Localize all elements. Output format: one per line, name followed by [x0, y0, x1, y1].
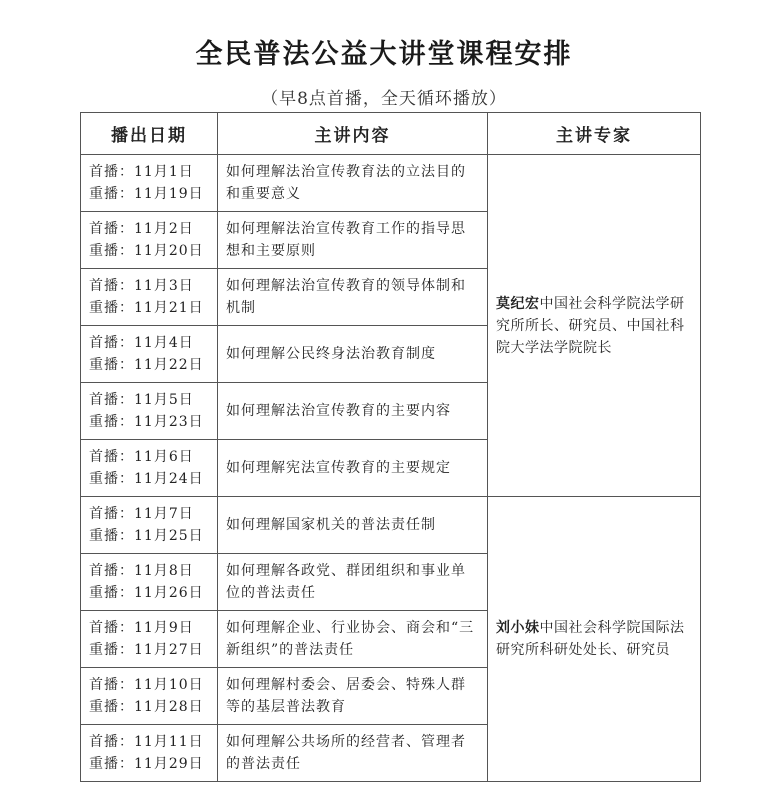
premiere-date: 首播：11月11日	[89, 734, 204, 750]
date-cell	[81, 725, 218, 782]
date-cell	[81, 155, 218, 212]
premiere-date: 首播：11月2日	[89, 221, 194, 237]
expert-cell-1	[488, 155, 701, 497]
page-subtitle: （早8点首播，全天循环播放）	[261, 89, 507, 109]
expert-desc: 中国社会科学院国际法研究所科研处处长、研究员	[496, 620, 685, 658]
topic-cell: 如何理解法治宣传教育法的立法目的和重要意义	[218, 155, 488, 212]
premiere-date: 首播：11月3日	[89, 278, 194, 294]
rerun-date: 重播：11月21日	[89, 300, 204, 316]
topic-cell: 如何理解各政党、群团组织和事业单位的普法责任	[218, 554, 488, 611]
rerun-date: 重播：11月24日	[89, 471, 204, 487]
rerun-date: 重播：11月22日	[89, 357, 204, 373]
date-cell	[81, 668, 218, 725]
premiere-date: 首播：11月7日	[89, 506, 194, 522]
date-cell	[81, 326, 218, 383]
header-date: 播出日期	[81, 113, 218, 155]
date-cell	[81, 212, 218, 269]
premiere-date: 首播：11月4日	[89, 335, 194, 351]
premiere-date: 首播：11月8日	[89, 563, 194, 579]
rerun-date: 重播：11月26日	[89, 585, 204, 601]
rerun-date: 重播：11月29日	[89, 756, 204, 772]
premiere-date: 首播：11月1日	[89, 164, 194, 180]
date-cell	[81, 554, 218, 611]
date-cell	[81, 611, 218, 668]
topic-cell: 如何理解村委会、居委会、特殊人群等的基层普法教育	[218, 668, 488, 725]
expert-cell-2	[488, 497, 701, 782]
date-cell	[81, 383, 218, 440]
page-title: 全民普法公益大讲堂课程安排	[195, 39, 573, 70]
topic-cell: 如何理解法治宣传教育的主要内容	[218, 383, 488, 440]
rerun-date: 重播：11月19日	[89, 186, 204, 202]
date-cell	[81, 440, 218, 497]
rerun-date: 重播：11月25日	[89, 528, 204, 544]
rerun-date: 重播：11月20日	[89, 243, 204, 259]
premiere-date: 首播：11月5日	[89, 392, 194, 408]
topic-cell: 如何理解宪法宣传教育的主要规定	[218, 440, 488, 497]
topic-cell: 如何理解法治宣传教育工作的指导思想和主要原则	[218, 212, 488, 269]
table-row	[81, 497, 701, 554]
date-cell	[81, 269, 218, 326]
premiere-date: 首播：11月10日	[89, 677, 204, 693]
topic-cell: 如何理解法治宣传教育的领导体制和机制	[218, 269, 488, 326]
schedule-table	[80, 112, 701, 782]
header-expert: 主讲专家	[488, 113, 701, 155]
topic-cell: 如何理解公民终身法治教育制度	[218, 326, 488, 383]
date-cell	[81, 497, 218, 554]
topic-cell: 如何理解国家机关的普法责任制	[218, 497, 488, 554]
rerun-date: 重播：11月28日	[89, 699, 204, 715]
topic-cell: 如何理解企业、行业协会、商会和“三新组织”的普法责任	[218, 611, 488, 668]
premiere-date: 首播：11月9日	[89, 620, 194, 636]
expert-name: 刘小妹	[496, 620, 540, 636]
topic-cell: 如何理解公共场所的经营者、管理者的普法责任	[218, 725, 488, 782]
table-header-row	[81, 113, 701, 155]
rerun-date: 重播：11月23日	[89, 414, 204, 430]
table-row	[81, 155, 701, 212]
rerun-date: 重播：11月27日	[89, 642, 204, 658]
premiere-date: 首播：11月6日	[89, 449, 194, 465]
header-topic: 主讲内容	[218, 113, 488, 155]
expert-name: 莫纪宏	[496, 295, 540, 312]
expert-desc: 中国社会科学院法学研究所所长、研究员、中国社科院大学法学院院长	[496, 295, 685, 356]
